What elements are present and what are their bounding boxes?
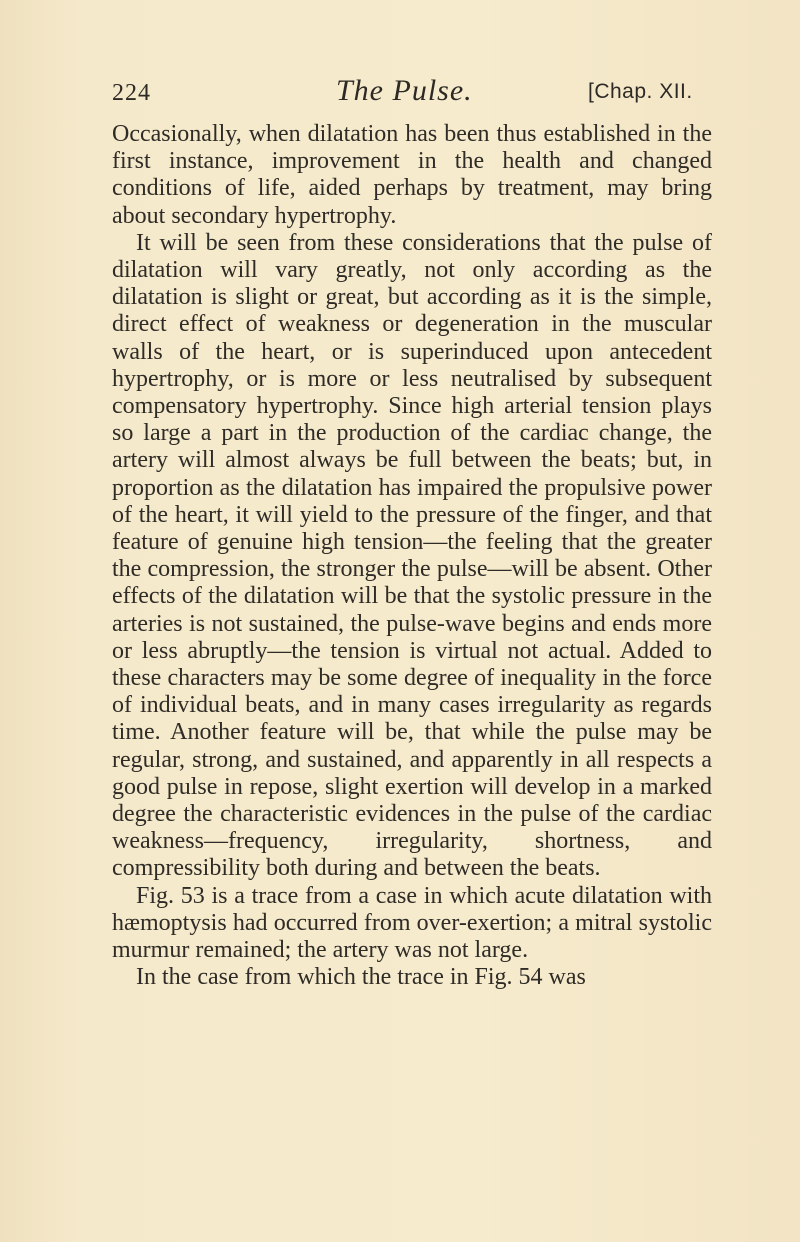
paragraph-1: Occasionally, when dilatation has been thus established in the first instance, improvement in the health and changed conditions of life, aided perhaps by treatment, may bring about secondary hypertrophy. [112, 121, 712, 229]
paragraph-4: In the case from which the trace in Fig. 54 was [136, 964, 586, 991]
body-text [112, 121, 712, 992]
paragraph-3: Fig. 53 is a trace from a case in which acute dilatation with hæmoptysis had occurred from over-exertion; a mitral systolic murmur remained; the artery was not large. [112, 882, 712, 964]
running-title: The Pulse. [336, 74, 473, 107]
page-header [112, 74, 712, 112]
chapter-label: [Chap. XII. [588, 80, 693, 103]
page-number: 224 [112, 80, 151, 106]
paragraph-2: It will be seen from these considerations that the pulse of dilatation will vary greatly, not only according as the dilatation is slight or great, but according as it is the simple, direct effect of weakness or degeneration in the muscular walls of the heart, or is superinduced upon antecedent hypertrophy, or is more or less neutralised by subsequent compensatory hypertrophy. Since high arterial tension plays so large a part in the production of the cardiac change, the artery will almost always be full between the beats; but, in proportion as the dilatation has impaired the propulsive power of the heart, it will yield to the pressure of the finger, and that feature of genuine high tension—the feeling that the greater the compression, the stronger the pulse—will be absent. Other effects of the dilatation will be that the systolic pressure in the arteries is not sustained, the pulse-wave begins and ends more or less abruptly—the tension is virtual not actual. Added to these characters may be some degree of inequality in the force of individual beats, and in many cases irregularity as regards time. Another feature will be, that while the pulse may be regular, strong, and sustained, and apparently in all respects a good pulse in repose, slight exertion will develop in a marked degree the characteristic evidences in the pulse of the cardiac weakness—frequency, irregularity, shortness, and compressibility both during and between the beats. [112, 229, 712, 882]
